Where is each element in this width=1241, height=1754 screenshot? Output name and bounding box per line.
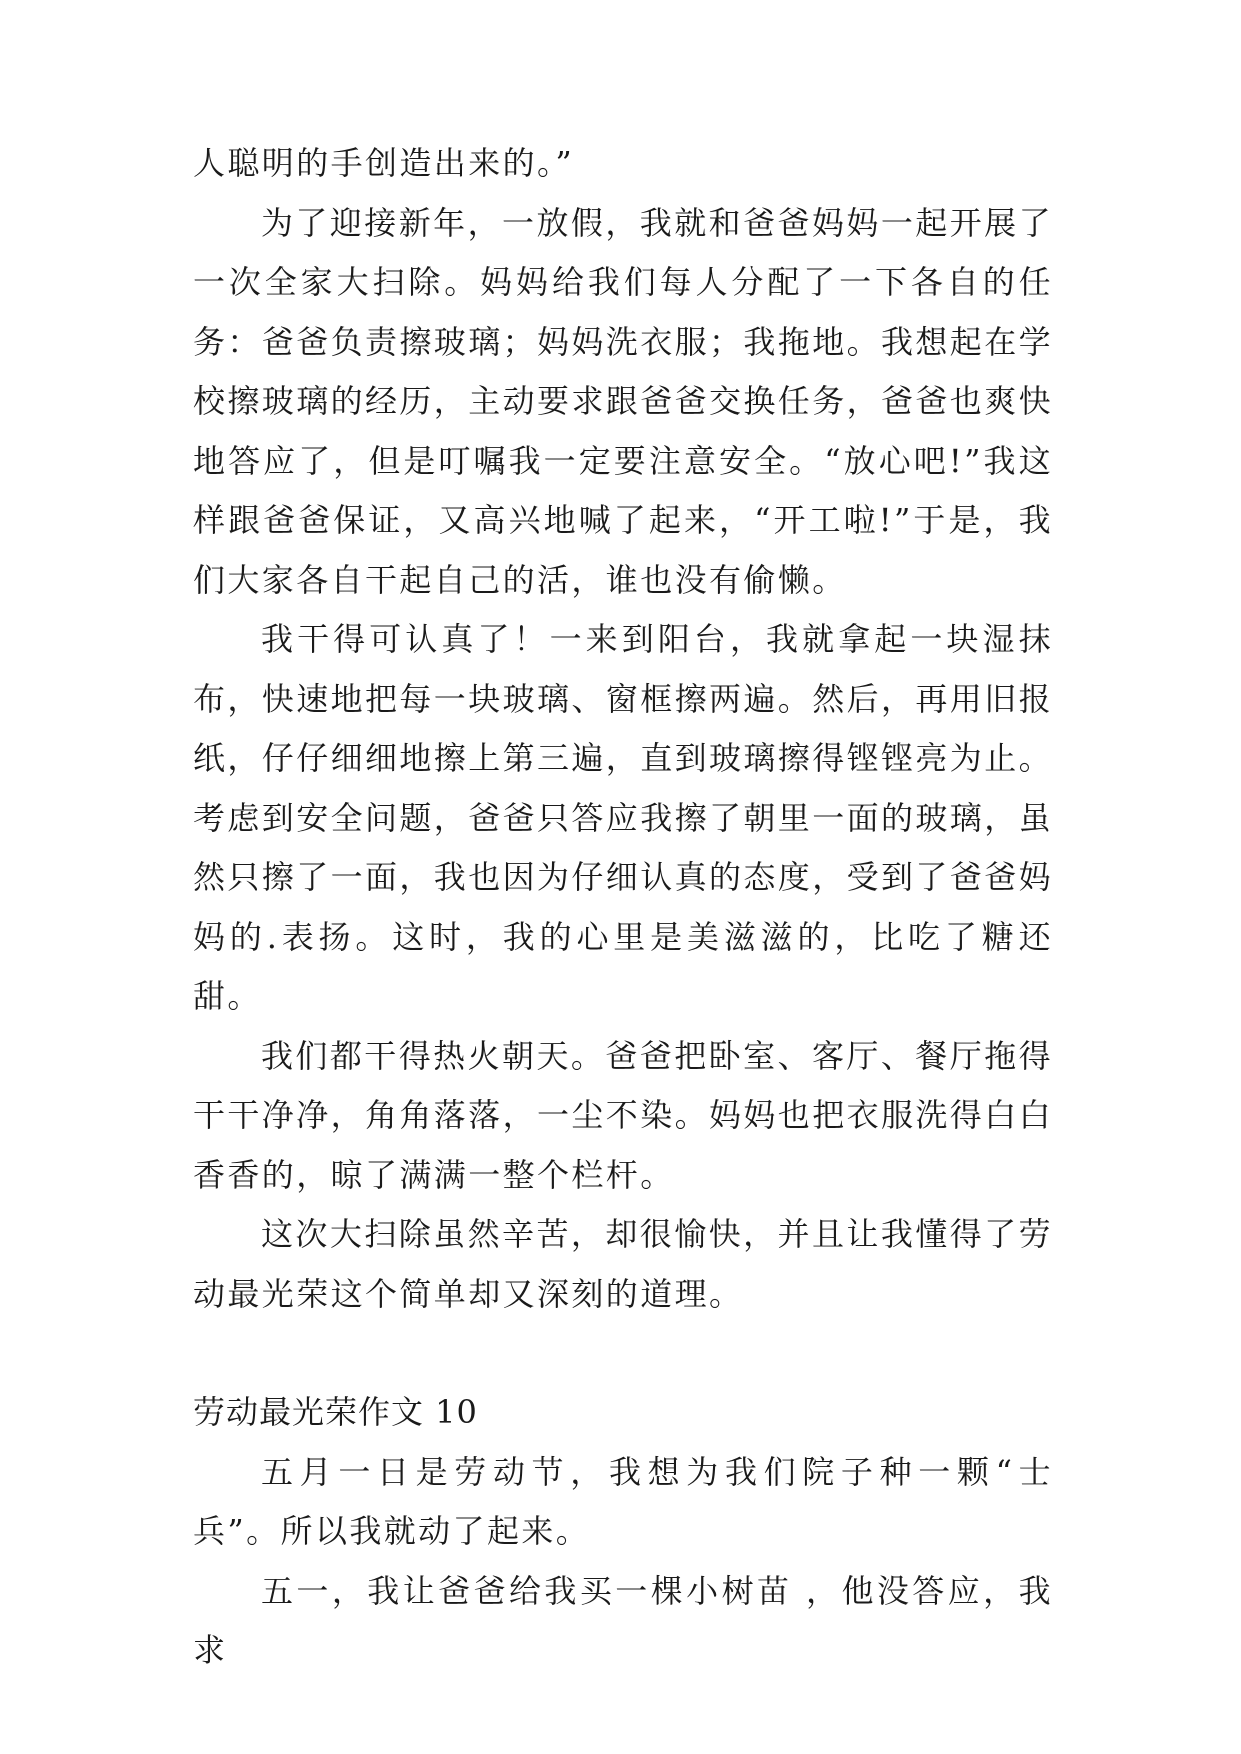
paragraph-new-year-cleaning: 为了迎接新年，一放假，我就和爸爸妈妈一起开展了一次全家大扫除。妈妈给我们每人分配了一下各自的任务：爸爸负责擦玻璃；妈妈洗衣服；我拖地。我想起在学校擦玻璃的经历，主动要求跟爸爸交换任务，爸爸也爽快地答应了，但是叮嘱我一定要注意安全。“放心吧!”我这样跟爸爸保证，又高兴地喊了起来，“开工啦!”于是，我们大家各自干起自己的活，谁也没有偷懒。 bbox=[193, 203, 1054, 599]
paragraph-conclusion: 这次大扫除虽然辛苦，却很愉快，并且让我懂得了劳动最光荣这个简单却又深刻的道理。 bbox=[193, 1215, 1053, 1313]
section-heading: 劳动最光荣作文 10 bbox=[193, 1393, 478, 1431]
paragraph-window-cleaning: 我干得可认真了！一来到阳台，我就拿起一块湿抹布，快速地把每一块玻璃、窗框擦两遍。然后，再用旧报纸，仔仔细细地擦上第三遍，直到玻璃擦得铿铿亮为止。考虑到安全问题，爸爸只答应我擦了朝里一面的玻璃，虽然只擦了一面，我也因为仔细认真的态度，受到了爸爸妈妈的.表扬。这时，我的心里是美滋滋的，比吃了糖还甜。 bbox=[193, 620, 1054, 1015]
paragraph-family-working: 我们都干得热火朝天。爸爸把卧室、客厅、餐厅拖得干干净净，角角落落，一尘不染。妈妈也把衣服洗得白白香香的，晾了满满一整个栏杆。 bbox=[193, 1036, 1054, 1194]
paragraph-continuation: 人聪明的手创造出来的。” bbox=[193, 144, 575, 182]
paragraph-labor-day: 五月一日是劳动节，我想为我们院子种一颗“士兵”。所以我就动了起来。 bbox=[193, 1452, 1053, 1550]
section-gap bbox=[193, 1324, 1053, 1383]
paragraph-buy-sapling: 五一，我让爸爸给我买一棵小树苗 ，他没答应，我求 bbox=[193, 1571, 1053, 1669]
document-body bbox=[193, 134, 1053, 1681]
